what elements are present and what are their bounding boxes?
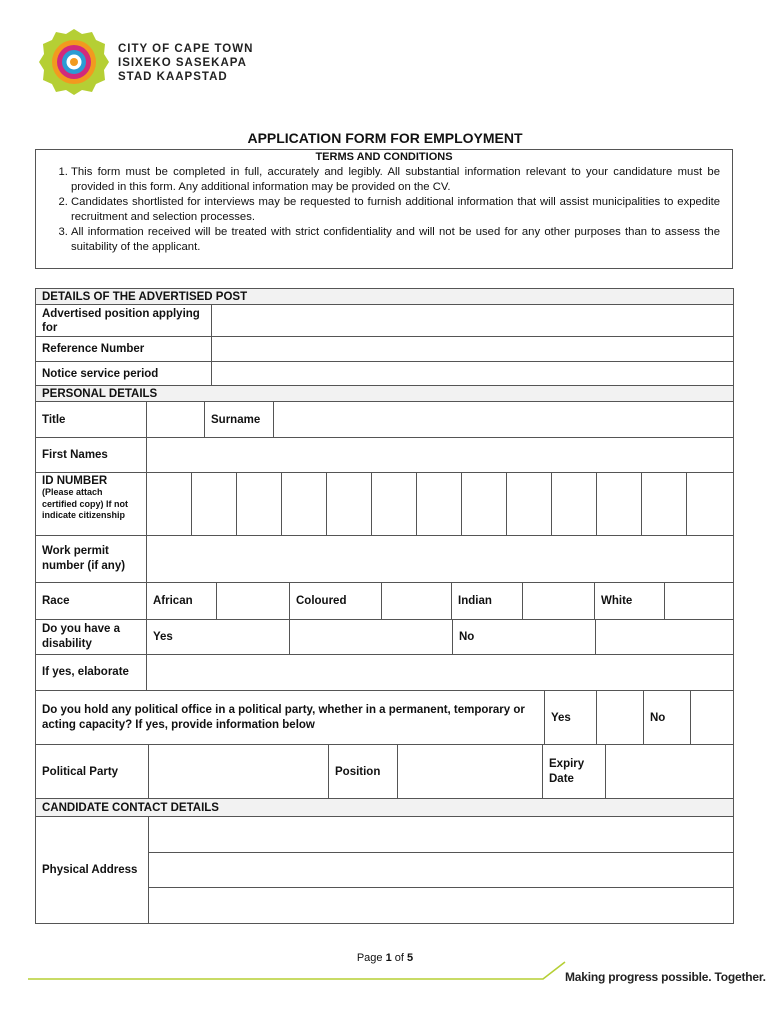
- title-field[interactable]: [147, 402, 205, 438]
- political-no-label: No: [644, 691, 691, 745]
- political-no-box[interactable]: [691, 691, 734, 745]
- political-party-field[interactable]: [149, 745, 329, 799]
- label-position: Position: [329, 745, 398, 799]
- disability-table: [35, 619, 734, 655]
- label-advertised-position: Advertised position applying for: [36, 305, 212, 337]
- label-id-number: [36, 473, 147, 536]
- label-elaborate: If yes, elaborate: [36, 655, 147, 691]
- footer-swoosh-icon: [28, 958, 568, 984]
- id-digit-box[interactable]: [642, 473, 687, 536]
- section-heading-contact: CANDIDATE CONTACT DETAILS: [36, 799, 734, 817]
- disability-yes-label: Yes: [147, 620, 290, 655]
- first-names-field[interactable]: [147, 438, 734, 473]
- id-digit-box[interactable]: [417, 473, 462, 536]
- terms-item: 3. All information received will be treated with strict confidentiality and will not be used for any other purposes than to assess the suitability of the applicant.: [71, 225, 720, 255]
- elaborate-table: [35, 654, 734, 691]
- work-permit-field[interactable]: [147, 536, 734, 583]
- address-line-3[interactable]: [149, 888, 734, 924]
- id-digit-box[interactable]: [687, 473, 734, 536]
- id-number-note: (Please attach certified copy) If not indicate citizenship: [42, 487, 129, 520]
- label-title: Title: [36, 402, 147, 438]
- elaborate-field[interactable]: [147, 655, 734, 691]
- contact-details-table: [35, 798, 734, 924]
- footer-tagline: Making progress possible. Together.: [565, 970, 766, 984]
- id-digit-box[interactable]: [327, 473, 372, 536]
- terms-item: 2. Candidates shortlisted for interviews may be requested to furnish additional information that will assist municipalities to expedite recruitment and selection processes.: [71, 195, 720, 225]
- label-physical-address: Physical Address: [36, 817, 149, 924]
- race-option-white: White: [595, 583, 665, 620]
- label-work-permit: Work permit number (if any): [36, 536, 147, 583]
- label-expiry-date: Expiry Date: [543, 745, 606, 799]
- logo-line-3: STAD KAAPSTAD: [118, 71, 228, 83]
- form-title: APPLICATION FORM FOR EMPLOYMENT: [247, 130, 523, 146]
- id-number-table: [35, 472, 734, 536]
- id-digit-box[interactable]: [372, 473, 417, 536]
- label-race: Race: [36, 583, 147, 620]
- label-disability: Do you have a disability: [36, 620, 147, 655]
- label-political-party: Political Party: [36, 745, 149, 799]
- page-prefix: Page: [356, 952, 386, 964]
- logo-line-1: CITY OF CAPE TOWN: [118, 43, 254, 55]
- section-heading-personal: PERSONAL DETAILS: [36, 386, 734, 402]
- section-heading-advertised: DETAILS OF THE ADVERTISED POST: [36, 289, 734, 305]
- race-african-box[interactable]: [217, 583, 290, 620]
- terms-box: [35, 149, 733, 269]
- race-table: [35, 582, 734, 620]
- disability-no-label: No: [453, 620, 596, 655]
- advertised-post-table: [35, 288, 734, 386]
- id-digit-box[interactable]: [147, 473, 192, 536]
- reference-number-field[interactable]: [212, 337, 734, 362]
- political-party-table: [35, 744, 734, 799]
- id-digit-box[interactable]: [192, 473, 237, 536]
- id-digit-box[interactable]: [282, 473, 327, 536]
- address-line-1[interactable]: [149, 817, 734, 853]
- position-field[interactable]: [398, 745, 543, 799]
- surname-field[interactable]: [274, 402, 734, 438]
- terms-list: [36, 165, 732, 255]
- label-reference-number: Reference Number: [36, 337, 212, 362]
- race-coloured-box[interactable]: [382, 583, 452, 620]
- disability-no-box[interactable]: [596, 620, 734, 655]
- notice-period-field[interactable]: [212, 362, 734, 386]
- disability-yes-box[interactable]: [290, 620, 453, 655]
- label-surname: Surname: [205, 402, 274, 438]
- political-yes-box[interactable]: [597, 691, 644, 745]
- race-option-african: African: [147, 583, 217, 620]
- logo-text: [118, 42, 253, 84]
- work-permit-table: [35, 535, 734, 583]
- id-digit-box[interactable]: [552, 473, 597, 536]
- id-digit-box[interactable]: [462, 473, 507, 536]
- advertised-position-field[interactable]: [212, 305, 734, 337]
- id-digit-box[interactable]: [507, 473, 552, 536]
- political-yes-label: Yes: [545, 691, 597, 745]
- page-current: 1: [385, 952, 392, 964]
- terms-heading: TERMS AND CONDITIONS: [315, 151, 453, 163]
- logo-line-2: ISIXEKO SASEKAPA: [118, 57, 247, 69]
- page-of: of: [391, 952, 408, 964]
- id-number-text: ID NUMBER: [42, 475, 108, 487]
- terms-item: 1. This form must be completed in full, accurately and legibly. All substantial information relevant to your candidature must be provided in this form. Any additional information may be provided on the CV.: [71, 165, 720, 195]
- race-option-indian: Indian: [452, 583, 523, 620]
- label-first-names: First Names: [36, 438, 147, 473]
- political-office-question: Do you hold any political office in a political party, whether in a permanent, temporary or acting capacity? If yes, provide information below: [36, 691, 545, 745]
- personal-details-table-1: [35, 385, 734, 473]
- race-white-box[interactable]: [665, 583, 734, 620]
- id-digit-box[interactable]: [597, 473, 642, 536]
- political-office-table: [35, 690, 734, 745]
- race-option-coloured: Coloured: [290, 583, 382, 620]
- expiry-date-field[interactable]: [606, 745, 734, 799]
- city-logo-icon: [38, 28, 110, 96]
- id-digit-box[interactable]: [237, 473, 282, 536]
- page-total: 5: [407, 952, 414, 964]
- race-indian-box[interactable]: [523, 583, 595, 620]
- address-line-2[interactable]: [149, 853, 734, 888]
- label-notice-period: Notice service period: [36, 362, 212, 386]
